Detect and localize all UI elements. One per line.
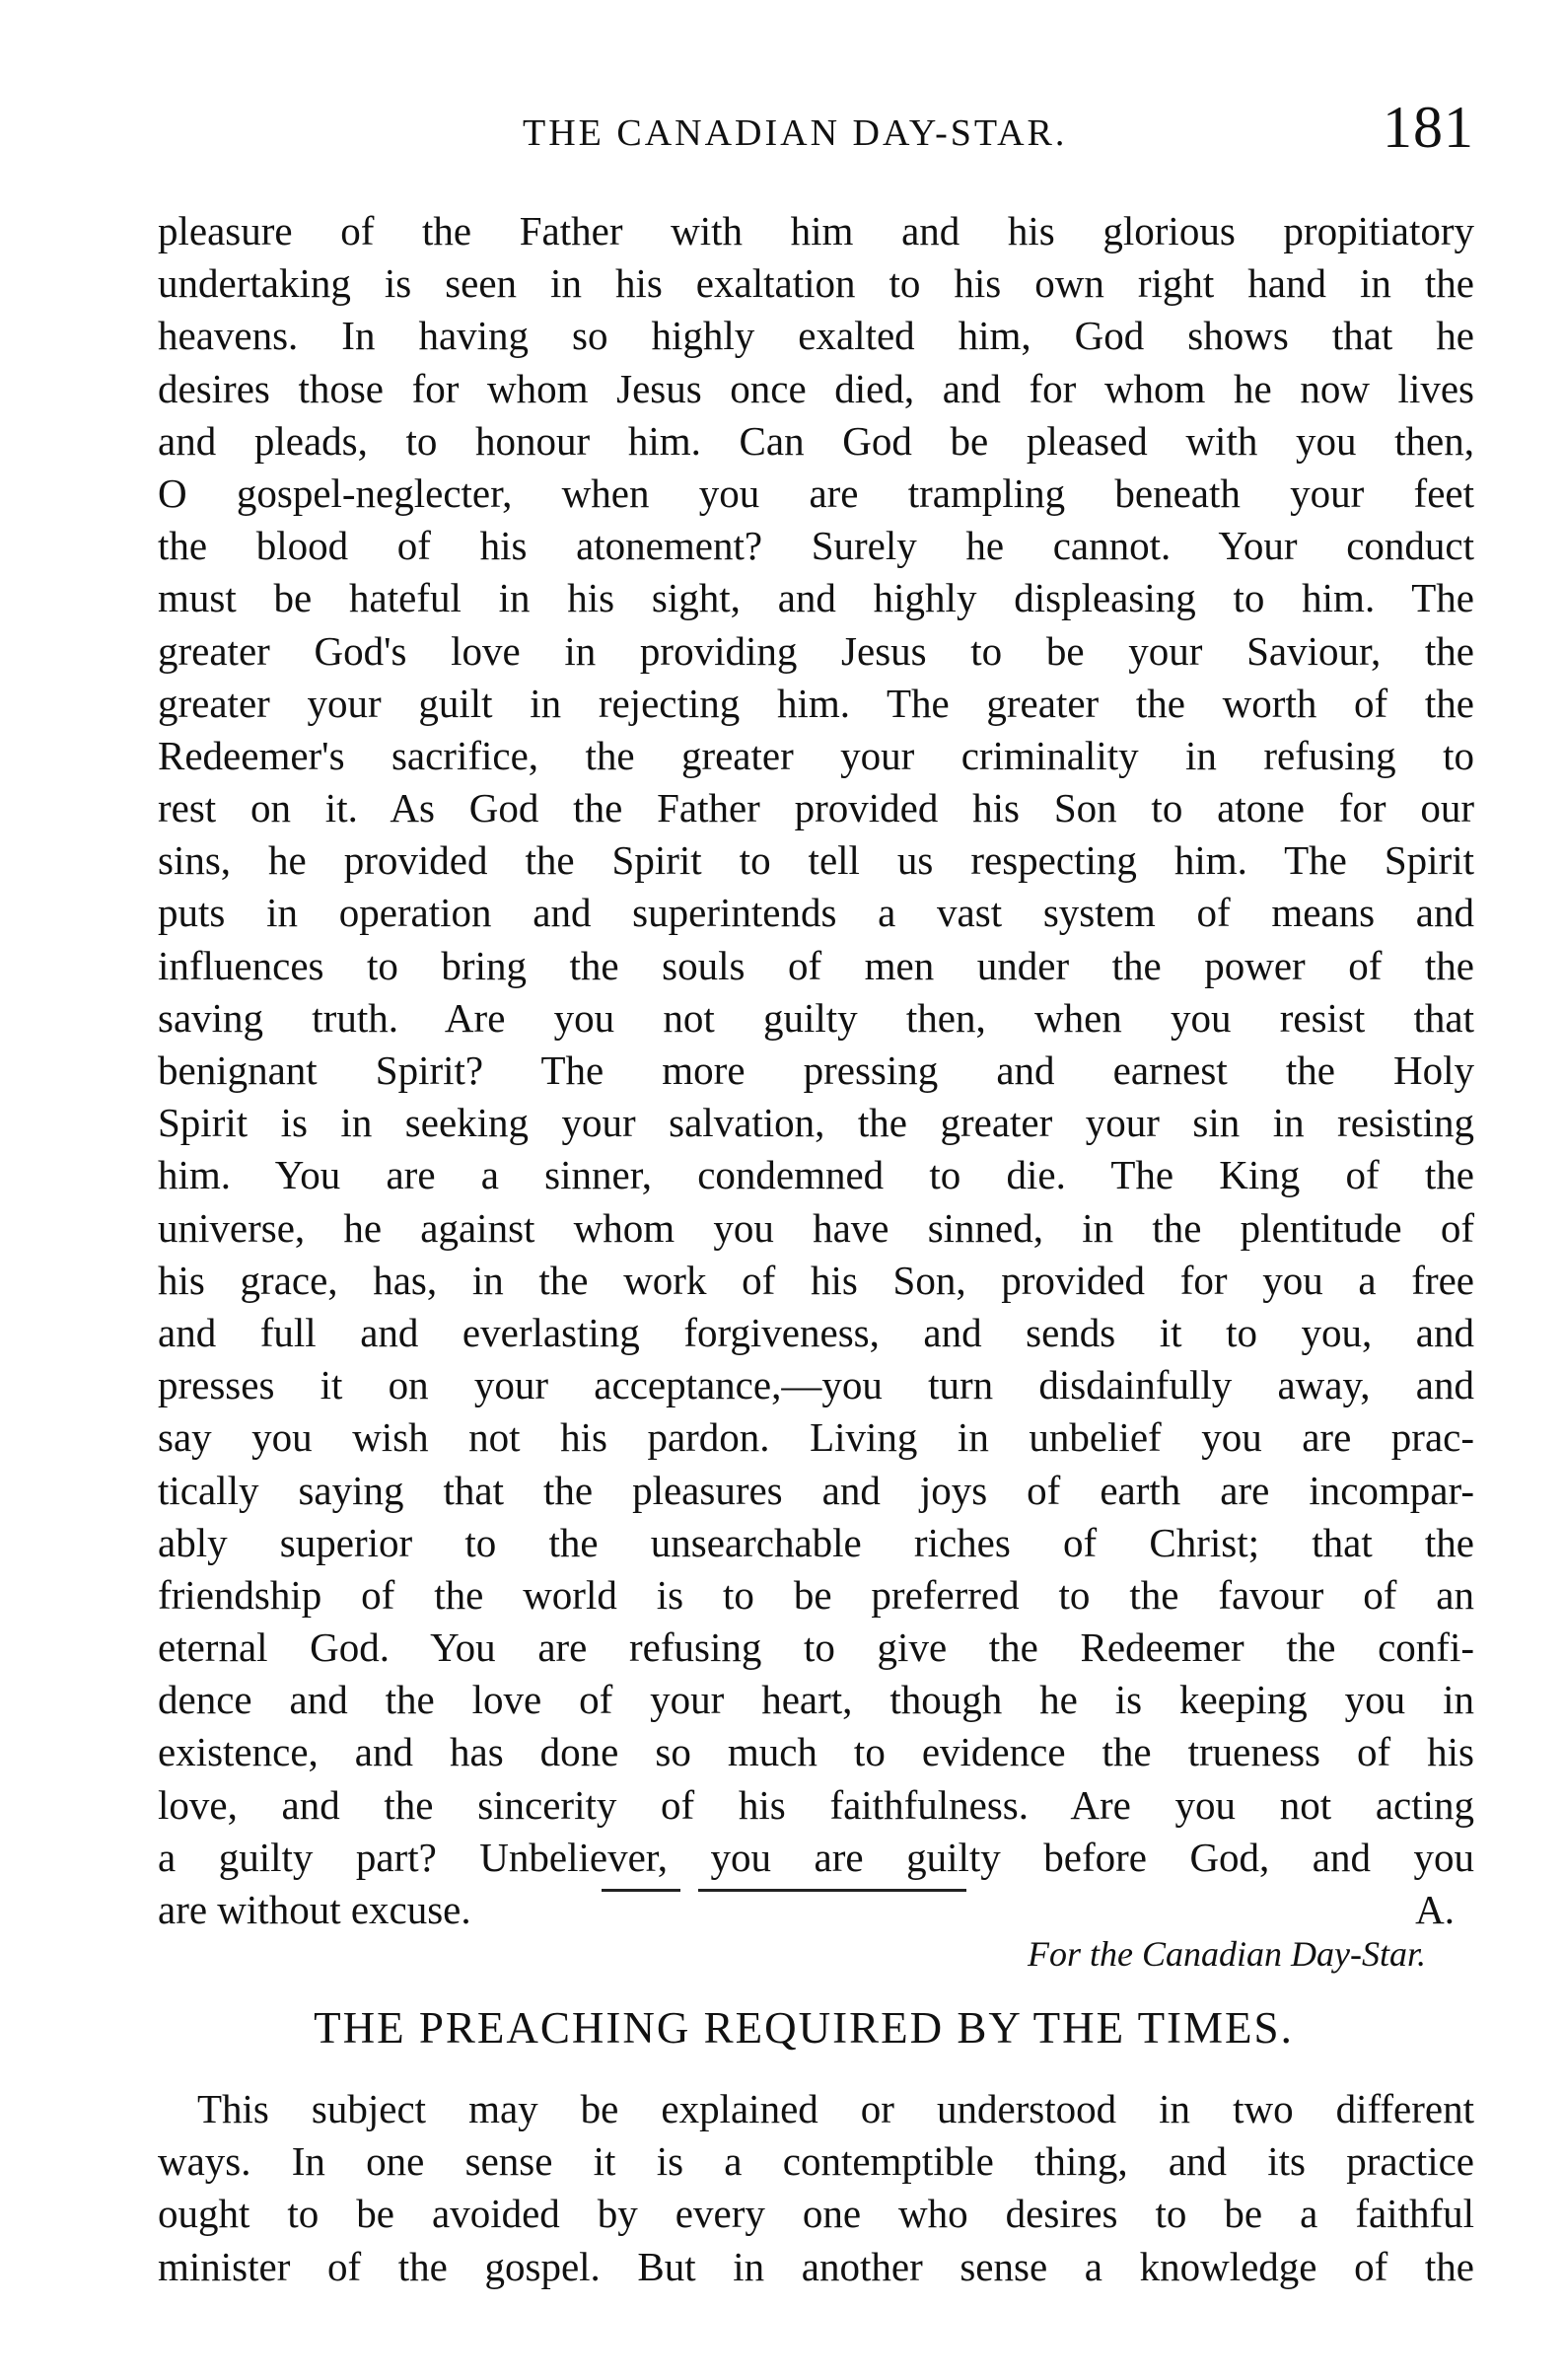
running-head	[158, 94, 1474, 163]
text-line: universe, he against whom you have sinned, in the plentitude of	[158, 1204, 1474, 1251]
text-line: Spirit is in seeking your salvation, the greater your sin in resisting	[158, 1100, 1474, 1146]
text-line: existence, and has done so much to evidence the trueness of his	[158, 1729, 1474, 1775]
text-line: tically saying that the pleasures and joys of earth are incompar-	[158, 1467, 1474, 1513]
text-line: This subject may be explained or understood in two different	[197, 2086, 1474, 2131]
text-line: say you wish not his pardon. Living in unbelief you are prac-	[158, 1414, 1474, 1461]
text-line: desires those for whom Jesus once died, and for whom he now lives	[158, 365, 1474, 411]
text-line: ought to be avoided by every one who desires to be a faithful	[158, 2191, 1474, 2237]
article-body	[158, 2083, 1474, 2293]
section-divider	[698, 1889, 966, 1892]
running-head-title: THE CANADIAN DAY-STAR.	[523, 112, 1068, 154]
text-line: rest on it. As God the Father provided his Son to atone for our	[158, 785, 1474, 831]
text-line: him. You are a sinner, condemned to die. The King of the	[158, 1152, 1474, 1198]
text-line: benignant Spirit? The more pressing and earnest the Holy	[158, 1047, 1474, 1093]
text-line: heavens. In having so highly exalted him, God shows that he	[158, 313, 1474, 359]
article-body	[158, 205, 1474, 1936]
article-attribution: For the Canadian Day-Star.	[1028, 1934, 1426, 1974]
page-number: 181	[1383, 95, 1474, 160]
text-line: greater your guilt in rejecting him. The greater the worth of the	[158, 680, 1474, 726]
text-line: Redeemer's sacrifice, the greater your criminality in refusing to	[158, 732, 1474, 778]
text-line: are without excuse.	[158, 1887, 471, 1932]
article-heading: THE PREACHING REQUIRED BY THE TIMES.	[314, 2003, 1294, 2053]
text-line: dence and the love of your heart, though he is keeping you in	[158, 1677, 1474, 1723]
text-line: ways. In one sense it is a contemptible thing, and its practice	[158, 2138, 1474, 2185]
text-line: and pleads, to honour him. Can God be pleased with you then,	[158, 417, 1474, 464]
text-line: his grace, has, in the work of his Son, provided for you a free	[158, 1257, 1474, 1303]
text-line: sins, he provided the Spirit to tell us respecting him. The Spirit	[158, 837, 1474, 884]
text-line: eternal God. You are refusing to give the Redeemer the confi-	[158, 1624, 1474, 1671]
text-line: greater God's love in providing Jesus to be your Saviour, the	[158, 627, 1474, 674]
text-line: must be hateful in his sight, and highly displeasing to him. The	[158, 575, 1474, 621]
text-line: undertaking is seen in his exaltation to his own right hand in the	[158, 260, 1474, 307]
section-divider	[602, 1889, 680, 1892]
text-line: friendship of the world is to be preferred to the favour of an	[158, 1571, 1474, 1618]
text-line: saving truth. Are you not guilty then, when you resist that	[158, 994, 1474, 1041]
text-line: influences to bring the souls of men under the power of the	[158, 942, 1474, 988]
text-line: puts in operation and superintends a vast system of means and	[158, 890, 1474, 936]
text-line: and full and everlasting forgiveness, and sends it to you, and	[158, 1309, 1474, 1355]
author-signature: A.	[1415, 1887, 1455, 1932]
text-line: ably superior to the unsearchable riches of Christ; that the	[158, 1519, 1474, 1565]
text-line: pleasure of the Father with him and his glorious propitiatory	[158, 208, 1474, 253]
text-line: O gospel-neglecter, when you are trampling beneath your feet	[158, 469, 1474, 516]
text-line: the blood of his atonement? Surely he cannot. Your conduct	[158, 523, 1474, 569]
text-line: a guilty part? Unbeliever, you are guilty before God, and you	[158, 1834, 1474, 1880]
text-line: minister of the gospel. But in another sense a knowledge of the	[158, 2243, 1474, 2289]
text-line: love, and the sincerity of his faithfulness. Are you not acting	[158, 1781, 1474, 1828]
text-line: presses it on your acceptance,—you turn disdainfully away, and	[158, 1362, 1474, 1408]
